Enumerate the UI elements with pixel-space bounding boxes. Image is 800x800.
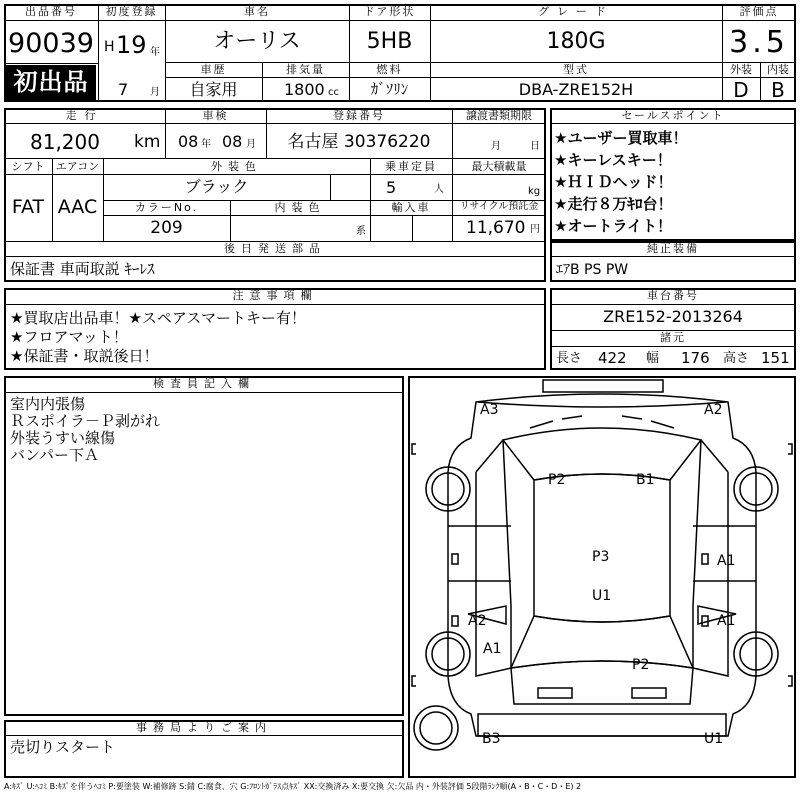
door-label: ドア形状 — [363, 5, 416, 18]
inspector-note: バンパー下Ａ — [10, 446, 99, 464]
transfer-month-unit: 月 — [491, 141, 501, 152]
equipment-title: 純正装備 — [647, 242, 699, 255]
inspector-title: 検査員記入欄 — [153, 377, 255, 390]
history: 自家用 — [189, 80, 238, 99]
car-name-label: 車名 — [244, 5, 270, 18]
later-parts-text: 保証書 車両取説 ｷｰﾚｽ — [10, 260, 155, 278]
first-registration-label: 初度登録 — [105, 5, 158, 18]
grade: 180G — [546, 29, 606, 54]
length-value: 422 — [598, 349, 627, 367]
headlamp-right — [632, 688, 666, 698]
capacity-unit: 人 — [434, 184, 444, 195]
rear-bumper-outline — [478, 402, 726, 407]
color-number-label: カラーNo. — [134, 201, 199, 214]
recycle-fee-label: リサイクル預託金 — [459, 201, 539, 212]
width-label: 幅 — [646, 351, 660, 366]
damage-mark: A3 — [480, 402, 499, 418]
rear-lamps — [530, 416, 674, 428]
inspection-year-unit: 年 — [201, 139, 211, 150]
model-code: DBA-ZRE152H — [518, 80, 634, 99]
sales-point-item: ★オートライト！ — [554, 217, 672, 235]
import-label: 輸入車 — [391, 201, 431, 214]
sales-points-title: セールスポイント — [621, 109, 725, 122]
sales-point-item: ★キーレスキー！ — [554, 151, 672, 169]
mileage-label: 走行 — [65, 109, 104, 122]
sales-point-item: ★走行８万ｷﾛ台！ — [554, 195, 673, 213]
lot-number: 90039 — [8, 28, 94, 59]
equipment-text: ｴｱB PS PW — [556, 262, 629, 278]
car-name: オーリス — [213, 29, 301, 54]
history-label: 車歴 — [200, 63, 227, 76]
lot-number-label: 出品番号 — [25, 5, 77, 18]
damage-mark: B3 — [482, 731, 501, 747]
damage-mark: A1 — [717, 613, 736, 629]
registration-month-unit: 月 — [150, 87, 160, 98]
inspection-month: 08 — [222, 132, 243, 151]
damage-mark: B1 — [636, 472, 655, 488]
chassis-title: 車台番号 — [647, 289, 699, 302]
score-label: 評価点 — [739, 5, 779, 18]
body-outline — [448, 394, 756, 736]
aircon-type: AAC — [57, 196, 98, 218]
inspection-month-unit: 月 — [246, 139, 256, 150]
damage-mark: P3 — [592, 549, 610, 565]
damage-mark: A2 — [704, 402, 723, 418]
headlamp-left — [538, 688, 572, 698]
model-label: 型式 — [563, 63, 589, 76]
shift-label: シフト — [11, 160, 45, 173]
inspector-note: Ｒスポイラ－Ｐ剥がれ — [10, 412, 161, 430]
displacement-label: 排気量 — [286, 63, 325, 76]
transfer-deadline-label: 譲渡書類期限 — [466, 109, 532, 122]
plate-label: 登録番号 — [333, 109, 385, 122]
shift-type: FAT — [11, 196, 45, 218]
caution-title: 注意事項欄 — [232, 289, 318, 302]
score: 3.5 — [729, 25, 789, 60]
office-note: 売切りスタート — [10, 738, 116, 756]
interior-color-unit: 系 — [356, 226, 366, 237]
aircon-label: エアコン — [55, 160, 100, 173]
inspection-label: 車検 — [202, 109, 229, 122]
registration-era: H — [104, 39, 115, 55]
exterior-grade: D — [733, 78, 749, 102]
recycle-fee-unit: 円 — [530, 224, 540, 235]
mileage-unit: km — [134, 132, 161, 152]
displacement: 1800 — [284, 80, 325, 99]
exterior-color-label: 外装色 — [211, 160, 262, 173]
max-load-label: 最大積載量 — [471, 160, 527, 173]
damage-mark: A2 — [468, 613, 487, 629]
damage-mark: A1 — [717, 553, 736, 569]
recycle-fee: 11,670 — [466, 218, 526, 238]
registration-year-unit: 年 — [150, 47, 160, 58]
damage-mark: U1 — [704, 731, 724, 747]
later-parts-title: 後日発送部品 — [224, 242, 326, 255]
caution-line: ★フロアマット！ — [10, 328, 128, 346]
grade-label: グレード — [538, 5, 614, 18]
car-damage-diagram — [408, 376, 796, 778]
registration-month: 7 — [118, 80, 129, 99]
damage-legend: A:ｷｽﾞ U:ﾍｺﾐ B:ｷｽﾞを伴うﾍｺﾐ P:要塗装 W:補修跡 S:錆 C:腐食、穴 G:ﾌﾛﾝﾄｶﾞﾗｽ点ｷｽﾞ XX:交換済み X:要交換 欠:欠品 内・外装評価 5段階ﾗﾝｸ順(A・B・C・D・E) 2 — [4, 782, 582, 791]
interior-grade: B — [771, 78, 785, 102]
transfer-day-unit: 日 — [530, 141, 540, 152]
dimensions-title: 諸元 — [660, 331, 686, 344]
fuel: ｶﾞｿﾘﾝ — [370, 80, 409, 98]
interior-grade-label: 内装 — [767, 63, 789, 76]
rear-glass — [503, 428, 701, 480]
capacity-label: 乗車定員 — [385, 160, 437, 173]
mileage: 81,200 — [30, 130, 100, 154]
inspector-note: 外装うすい線傷 — [10, 429, 116, 447]
exterior-grade-label: 外装 — [730, 63, 752, 76]
interior-color-label: 内装色 — [274, 201, 326, 214]
height-value: 151 — [761, 349, 790, 367]
sales-point-item: ★ＨＩＤヘッド！ — [554, 173, 673, 191]
displacement-unit: cc — [328, 87, 339, 98]
front-bumper-outline — [478, 714, 726, 736]
max-load-unit: kg — [528, 186, 541, 197]
caution-line: ★保証書・取説後日！ — [10, 347, 159, 365]
registration-year: 19 — [116, 31, 147, 59]
plate-number: 名古屋 30376220 — [287, 132, 431, 152]
roof-outline — [543, 380, 663, 392]
sales-point-item: ★ユーザー買取車！ — [554, 129, 688, 147]
damage-mark: A1 — [483, 641, 502, 657]
exterior-color: ブラック — [184, 177, 249, 196]
damage-mark: U1 — [592, 588, 612, 604]
width-value: 176 — [681, 349, 710, 367]
damage-mark: P2 — [548, 472, 566, 488]
color-number: 209 — [150, 218, 183, 238]
windshield — [511, 616, 693, 668]
chassis-number: ZRE152-2013264 — [603, 307, 743, 326]
damage-mark: P2 — [632, 657, 650, 673]
first-listing-badge: 初出品 — [6, 65, 96, 100]
door-type: 5HB — [366, 29, 413, 54]
caution-line: ★買取店出品車！★スペアスマートキー有！ — [10, 309, 306, 327]
office-title: 事務局よりご案内 — [136, 721, 272, 734]
inspection-year: 08 — [178, 132, 199, 151]
inspector-note: 室内内張傷 — [10, 395, 86, 413]
capacity: 5 — [386, 178, 397, 197]
length-label: 長さ — [556, 351, 583, 366]
fuel-label: 燃料 — [376, 63, 403, 76]
height-label: 高さ — [723, 351, 750, 366]
